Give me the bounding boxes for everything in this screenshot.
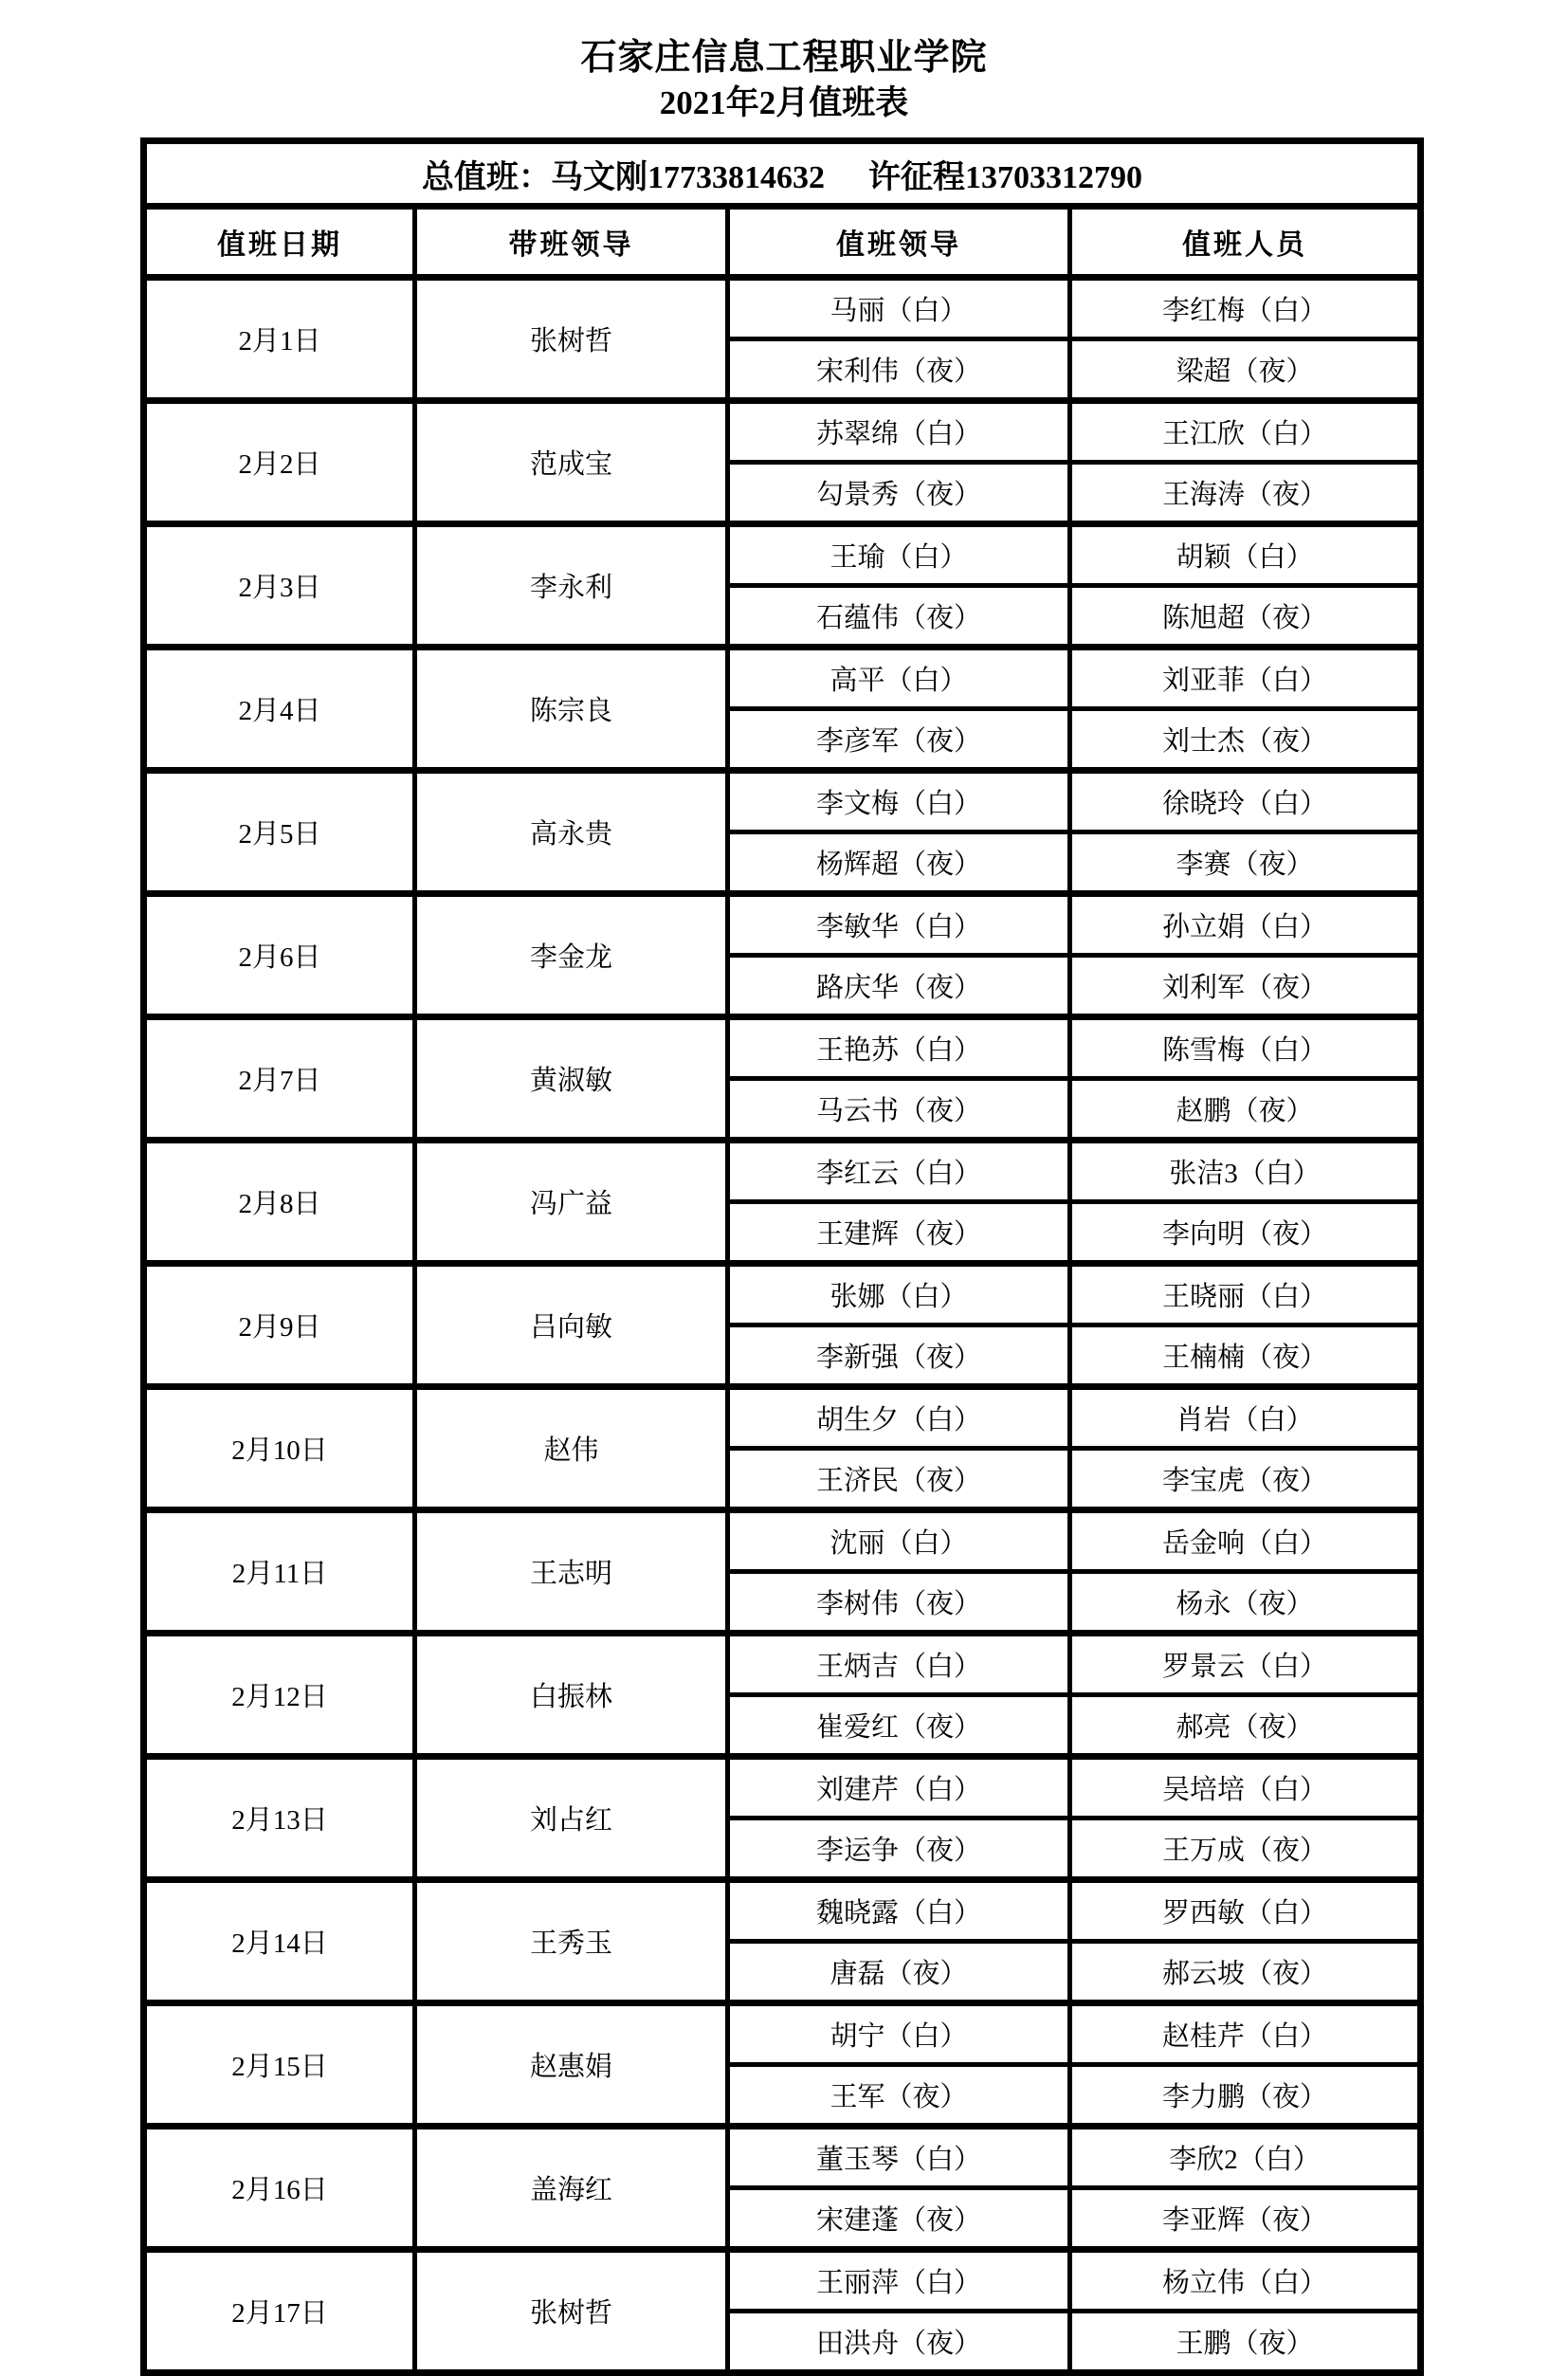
duty-leader-day-cell: 胡生夕（白）	[728, 1387, 1070, 1449]
general-duty-label: 总值班：	[422, 159, 551, 195]
duty-date-cell: 2月13日	[144, 1757, 415, 1880]
duty-leader-night-cell: 王建辉（夜）	[728, 1202, 1070, 1264]
duty-staff-night-cell: 李力鹏（夜）	[1070, 2065, 1421, 2127]
duty-date-cell: 2月4日	[144, 648, 415, 771]
duty-staff-night-cell: 郝云坡（夜）	[1070, 1942, 1421, 2003]
duty-staff-night-cell: 郝亮（夜）	[1070, 1695, 1421, 1757]
duty-staff-day-cell: 王江欣（白）	[1070, 401, 1421, 463]
duty-date-cell: 2月17日	[144, 2250, 415, 2373]
duty-staff-day-cell: 徐晓玲（白）	[1070, 771, 1421, 832]
duty-leader-day-cell: 李敏华（白）	[728, 894, 1070, 956]
table-row-day-shift	[144, 1264, 1421, 1325]
duty-leader-day-cell: 胡宁（白）	[728, 2003, 1070, 2065]
duty-leader-night-cell: 王军（夜）	[728, 2065, 1070, 2127]
duty-leader-night-cell: 李彦军（夜）	[728, 709, 1070, 771]
duty-leader-day-cell: 李文梅（白）	[728, 771, 1070, 832]
duty-date-cell: 2月7日	[144, 1017, 415, 1141]
duty-staff-day-cell: 李红梅（白）	[1070, 278, 1421, 339]
table-row-day-shift	[144, 1510, 1421, 1572]
duty-date-cell: 2月1日	[144, 278, 415, 401]
duty-staff-night-cell: 王楠楠（夜）	[1070, 1325, 1421, 1387]
table-row-day-shift	[144, 1017, 1421, 1079]
duty-date-cell: 2月8日	[144, 1141, 415, 1264]
duty-leader-day-cell: 沈丽（白）	[728, 1510, 1070, 1572]
duty-staff-day-cell: 王晓丽（白）	[1070, 1264, 1421, 1325]
column-header-lead-duty: 带班领导	[415, 207, 728, 278]
duty-leader-day-cell: 刘建芹（白）	[728, 1757, 1070, 1819]
duty-leader-day-cell: 苏翠绵（白）	[728, 401, 1070, 463]
page-title: 石家庄信息工程职业学院	[580, 38, 988, 78]
duty-staff-night-cell: 王万成（夜）	[1070, 1819, 1421, 1880]
table-row-day-shift	[144, 1757, 1421, 1819]
duty-date-cell: 2月16日	[144, 2127, 415, 2250]
lead-duty-cell: 王秀玉	[415, 1880, 728, 2003]
duty-leader-day-cell: 王瑜（白）	[728, 524, 1070, 586]
duty-date-cell: 2月3日	[144, 524, 415, 648]
table-row-day-shift	[144, 2127, 1421, 2188]
duty-staff-night-cell: 刘利军（夜）	[1070, 956, 1421, 1017]
duty-staff-day-cell: 李欣2（白）	[1070, 2127, 1421, 2188]
table-header-row	[144, 207, 1421, 278]
duty-date-cell: 2月9日	[144, 1264, 415, 1387]
duty-leader-night-cell: 崔爱红（夜）	[728, 1695, 1070, 1757]
lead-duty-cell: 白振林	[415, 1634, 728, 1757]
duty-staff-night-cell: 王鹏（夜）	[1070, 2312, 1421, 2373]
table-row-day-shift	[144, 2250, 1421, 2312]
lead-duty-cell: 张树哲	[415, 2250, 728, 2373]
duty-staff-day-cell: 肖岩（白）	[1070, 1387, 1421, 1449]
duty-staff-day-cell: 刘亚菲（白）	[1070, 648, 1421, 709]
duty-leader-day-cell: 马丽（白）	[728, 278, 1070, 339]
duty-leader-day-cell: 王丽萍（白）	[728, 2250, 1070, 2312]
column-header-duty-leader: 值班领导	[728, 207, 1070, 278]
duty-date-cell: 2月5日	[144, 771, 415, 894]
duty-staff-day-cell: 陈雪梅（白）	[1070, 1017, 1421, 1079]
duty-leader-day-cell: 李红云（白）	[728, 1141, 1070, 1202]
lead-duty-cell: 黄淑敏	[415, 1017, 728, 1141]
duty-date-cell: 2月2日	[144, 401, 415, 524]
duty-date-cell: 2月6日	[144, 894, 415, 1017]
duty-date-cell: 2月14日	[144, 1880, 415, 2003]
duty-date-cell: 2月15日	[144, 2003, 415, 2127]
lead-duty-cell: 盖海红	[415, 2127, 728, 2250]
duty-leader-night-cell: 马云书（夜）	[728, 1079, 1070, 1141]
table-row-day-shift	[144, 648, 1421, 709]
duty-staff-night-cell: 李向明（夜）	[1070, 1202, 1421, 1264]
duty-staff-day-cell: 吴培培（白）	[1070, 1757, 1421, 1819]
duty-leader-day-cell: 董玉琴（白）	[728, 2127, 1070, 2188]
duty-date-cell: 2月12日	[144, 1634, 415, 1757]
table-row-day-shift	[144, 1141, 1421, 1202]
duty-date-cell: 2月10日	[144, 1387, 415, 1510]
duty-staff-day-cell: 岳金响（白）	[1070, 1510, 1421, 1572]
duty-leader-night-cell: 李新强（夜）	[728, 1325, 1070, 1387]
duty-staff-day-cell: 罗西敏（白）	[1070, 1880, 1421, 1942]
lead-duty-cell: 刘占红	[415, 1757, 728, 1880]
general-duty-band	[144, 141, 1421, 207]
duty-staff-night-cell: 陈旭超（夜）	[1070, 586, 1421, 648]
lead-duty-cell: 高永贵	[415, 771, 728, 894]
duty-leader-night-cell: 杨辉超（夜）	[728, 832, 1070, 894]
table-row-day-shift	[144, 524, 1421, 586]
table-row-day-shift	[144, 1880, 1421, 1942]
duty-roster-table	[140, 137, 1424, 2376]
duty-leader-day-cell: 王炳吉（白）	[728, 1634, 1070, 1695]
duty-leader-night-cell: 王济民（夜）	[728, 1449, 1070, 1510]
duty-leader-day-cell: 张娜（白）	[728, 1264, 1070, 1325]
general-duty-contact-2: 许征程13703312790	[868, 159, 1142, 195]
table-row-day-shift	[144, 2003, 1421, 2065]
lead-duty-cell: 冯广益	[415, 1141, 728, 1264]
lead-duty-cell: 张树哲	[415, 278, 728, 401]
general-duty-contact-1: 马文刚17733814632	[551, 159, 825, 195]
roster-body	[144, 278, 1421, 2373]
duty-leader-day-cell: 王艳苏（白）	[728, 1017, 1070, 1079]
duty-leader-night-cell: 路庆华（夜）	[728, 956, 1070, 1017]
duty-leader-night-cell: 宋利伟（夜）	[728, 339, 1070, 401]
duty-date-cell: 2月11日	[144, 1510, 415, 1634]
lead-duty-cell: 陈宗良	[415, 648, 728, 771]
duty-staff-day-cell: 张洁3（白）	[1070, 1141, 1421, 1202]
duty-staff-day-cell: 胡颖（白）	[1070, 524, 1421, 586]
table-row-day-shift	[144, 278, 1421, 339]
duty-staff-night-cell: 王海涛（夜）	[1070, 463, 1421, 524]
duty-leader-night-cell: 田洪舟（夜）	[728, 2312, 1070, 2373]
lead-duty-cell: 李金龙	[415, 894, 728, 1017]
lead-duty-cell: 赵惠娟	[415, 2003, 728, 2127]
table-row-day-shift	[144, 771, 1421, 832]
duty-staff-night-cell: 李赛（夜）	[1070, 832, 1421, 894]
duty-leader-day-cell: 高平（白）	[728, 648, 1070, 709]
duty-staff-day-cell: 孙立娟（白）	[1070, 894, 1421, 956]
table-row-day-shift	[144, 401, 1421, 463]
duty-leader-day-cell: 魏晓露（白）	[728, 1880, 1070, 1942]
duty-staff-night-cell: 刘士杰（夜）	[1070, 709, 1421, 771]
table-row-day-shift	[144, 1387, 1421, 1449]
table-row-day-shift	[144, 1634, 1421, 1695]
lead-duty-cell: 范成宝	[415, 401, 728, 524]
duty-staff-day-cell: 杨立伟（白）	[1070, 2250, 1421, 2312]
duty-leader-night-cell: 李树伟（夜）	[728, 1572, 1070, 1634]
lead-duty-cell: 吕向敏	[415, 1264, 728, 1387]
duty-staff-night-cell: 李亚辉（夜）	[1070, 2188, 1421, 2250]
lead-duty-cell: 王志明	[415, 1510, 728, 1634]
duty-leader-night-cell: 勾景秀（夜）	[728, 463, 1070, 524]
duty-leader-night-cell: 唐磊（夜）	[728, 1942, 1070, 2003]
duty-leader-night-cell: 宋建蓬（夜）	[728, 2188, 1070, 2250]
column-header-duty-staff: 值班人员	[1070, 207, 1421, 278]
column-header-duty-date: 值班日期	[144, 207, 415, 278]
duty-staff-night-cell: 赵鹏（夜）	[1070, 1079, 1421, 1141]
duty-leader-night-cell: 石蕴伟（夜）	[728, 586, 1070, 648]
duty-staff-day-cell: 赵桂芹（白）	[1070, 2003, 1421, 2065]
general-duty-cell	[144, 141, 1421, 207]
lead-duty-cell: 赵伟	[415, 1387, 728, 1510]
table-row-day-shift	[144, 894, 1421, 956]
page-subtitle: 2021年2月值班表	[659, 83, 909, 121]
duty-staff-night-cell: 李宝虎（夜）	[1070, 1449, 1421, 1510]
duty-staff-night-cell: 梁超（夜）	[1070, 339, 1421, 401]
duty-staff-day-cell: 罗景云（白）	[1070, 1634, 1421, 1695]
duty-staff-night-cell: 杨永（夜）	[1070, 1572, 1421, 1634]
lead-duty-cell: 李永利	[415, 524, 728, 648]
duty-leader-night-cell: 李运争（夜）	[728, 1819, 1070, 1880]
